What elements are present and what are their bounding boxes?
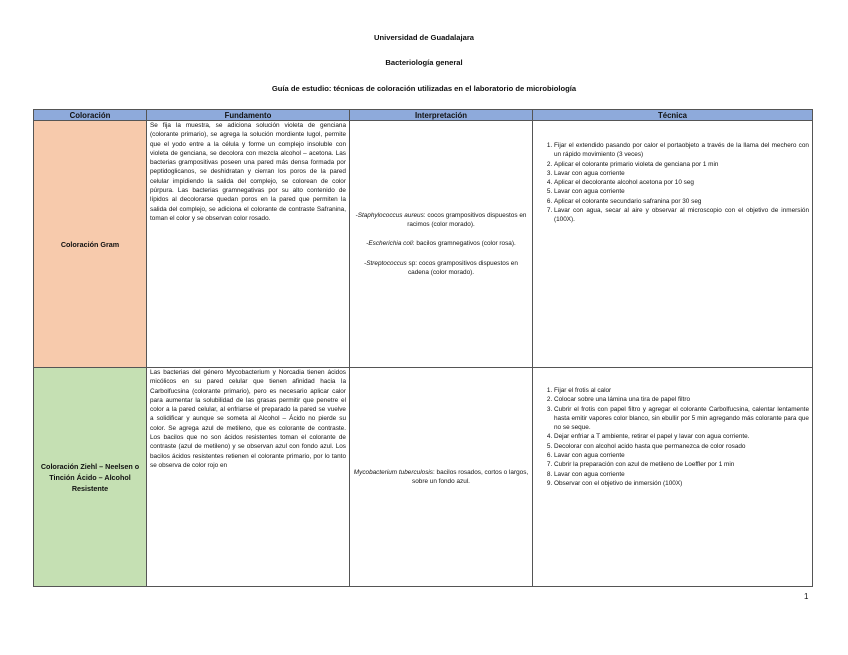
ziehl-steps-list [536,368,809,488]
list-item: 7. Cubrir la preparación con azul de metileno de Loeffler por 1 min [554,460,809,469]
list-item: 3. Lavar con agua corriente [554,169,809,178]
list-item: 8. Lavar con agua corriente [554,470,809,479]
university-title: Universidad de Guadalajara [373,33,475,42]
interpretation-item: Mycobacterium tuberculosis: bacilos rosados, cortos o largos, sobre un fondo azul. [353,468,529,485]
table-row [34,368,813,587]
list-item: 5. Decolorar con alcohol acido hasta que permanezca de color rosado [554,442,809,451]
staining-table [33,109,813,587]
gram-steps-list [536,121,809,225]
ziehl-interpretacion-cell [350,368,533,587]
list-item: 4. Dejar enfriar a T ambiente, retirar el papel y lavar con agua corriente. [554,432,809,441]
list-item: 1. Fijar el frotis al calor [554,386,809,395]
organism-name: Escherichia coli [368,240,413,248]
list-item: 6. Aplicar el colorante secundario safranina por 30 seg [554,197,809,206]
course-title: Bacteriología general [385,58,463,67]
interpretation-item: -Streptococcus sp: cocos grampositivos dispuestos en cadena (color morado). [364,259,518,276]
list-item: 4. Aplicar el decolorante alcohol acetona por 10 seg [554,178,809,187]
gram-interpretacion-cell [350,121,533,368]
ziehl-tecnica-cell [533,368,813,587]
ziehl-fundamento-cell: Las bacterias del género Mycobacterium y Norcadia tienen ácidos micólicos en su pared celular que tienen afinidad hacia la Carbolfucsina (colorante primario), pero es necesario aplicar calor para aumentar la solubilidad de las grasas permitir que penetre el color a la pared celular, al enfriarse el preparado la pared se vuelve a solidificar y aunque se someta al Alcohol – Ácido no pierde su color. Se agrega azul de metileno, que es colorante de contraste. Los bacilos que no son ácidos resistentes toman el colorante de contraste (azul de metileno) y se observan azul con fondo azul. Los bacilos ácidos resistentes retienen el colorante primario, por lo tanto se observa de color rojo en [147,368,350,587]
table-row [34,121,813,368]
list-item: 7. Lavar con agua, secar al aire y observar al microscopio con el objetivo de inmersión (100X). [554,206,809,225]
page-number: 1 [804,592,809,601]
header-interpretacion: Interpretación [350,110,533,121]
list-item: 9. Observar con el objetivo de inmersión (100X) [554,479,809,488]
organism-name: Mycobacterium tuberculosis [353,468,433,476]
list-item: 1. Fijar el extendido pasando por calor el portaobjeto a través de la llama del mechero con un rápido movimiento (3 veces) [554,141,809,160]
list-item: 2. Colocar sobre una lámina una tira de papel filtro [554,395,809,404]
list-item: 3. Cubrir el frotis con papel filtro y agregar el colorante Carbolfucsina, calentar lentamente hasta emitir vapores color blanco, sin ebullir por 5 min agregando más colorante para que no se seque. [554,405,809,433]
table-header-row [34,110,813,121]
list-item: 2. Aplicar el colorante primario violeta de genciana por 1 min [554,160,809,169]
header-coloracion: Coloración [34,110,147,121]
gram-fundamento-cell: Se fija la muestra, se adiciona solución violeta de genciana (colorante primario), se agrega la solución mordiente lugol, permite que el yodo entre a la célula y forme un complejo insoluble con violeta de genciana, se decolora con mezcla alcohol – acetona. Las bacterias grampositivas poseen una pared más densa formada por peptidoglicanos, se deshidratan y cierran los poros de la pared celular impidiendo la salida del complejo, se colorean de color púrpura. Las bacterias gramnegativas por su alto contenido de lípidos al decolorarse quedan poros en la pared que permiten la salida del complejo, se adiciona el colorante de contraste Safranina, toman el color y se observan color rosado. [147,121,350,368]
gram-name-cell: Coloración Gram [34,121,147,368]
list-item: 6. Lavar con agua corriente [554,451,809,460]
list-item: 5. Lavar con agua corriente [554,187,809,196]
interpretation-item: -Escherichia coli: bacilos gramnegativos (color rosa). [366,240,516,248]
gram-tecnica-cell [533,121,813,368]
interpretation-item: -Staphylococcus aureus: cocos grampositivos dispuestos en racimos (color morado). [355,211,527,229]
ziehl-name-cell: Coloración Ziehl – Neelsen o Tinción Ácido – Alcohol Resistente [34,368,147,587]
organism-name: Staphylococcus aureus [357,211,424,219]
header-tecnica: Técnica [533,110,813,121]
guide-title: Guía de estudio: técnicas de coloración utilizadas en el laboratorio de microbiología [271,84,577,93]
header-fundamento: Fundamento [147,110,350,121]
organism-name: Streptococcus [366,259,407,267]
